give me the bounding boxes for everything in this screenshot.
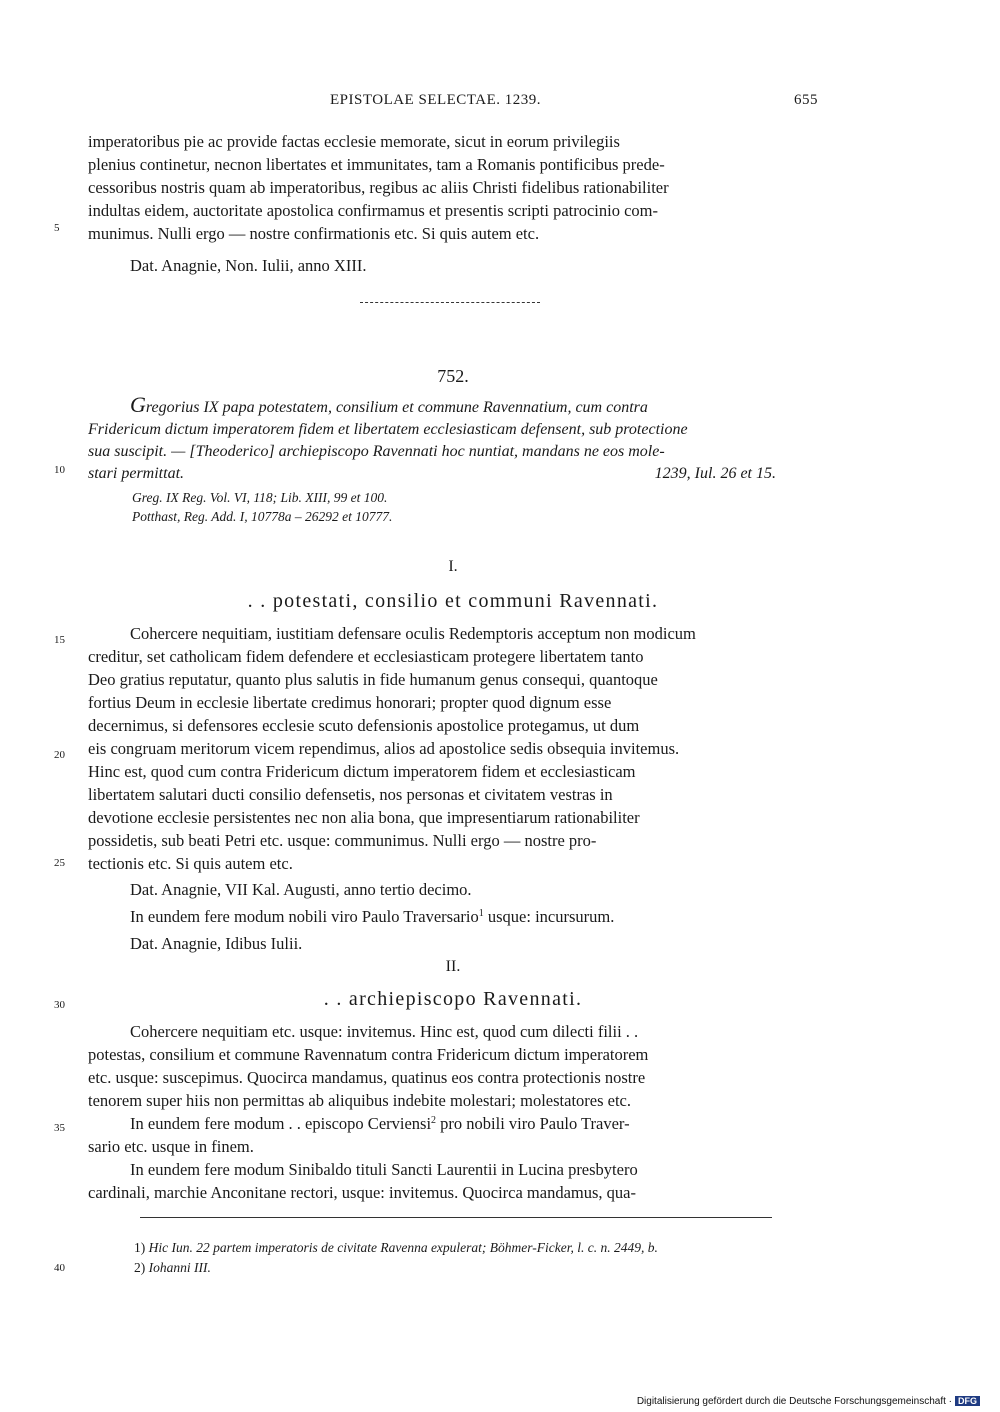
source-references: [132, 488, 818, 526]
text-line: sario etc. usque in finem.: [88, 1137, 254, 1156]
footnote-2: [134, 1258, 834, 1278]
running-header: [88, 92, 818, 114]
source-line: Potthast, Reg. Add. I, 10778a – 26292 et 10777.: [132, 509, 393, 524]
text-line: possidetis, sub beati Petri etc. usque: communimus. Nulli ergo — nostre pro-: [88, 831, 597, 850]
document-number: 752.: [437, 366, 469, 386]
summary-line: Fridericum dictum imperatorem fidem et libertatem ecclesiasticam defensent, sub protectione: [88, 421, 688, 438]
digitization-credit: [637, 1396, 980, 1407]
summary-initial: G: [130, 392, 146, 417]
text-line: cessoribus nostris quam ab imperatoribus, regibus ac aliis Christi fidelibus rationabiliter: [88, 178, 669, 197]
intro-paragraph: [88, 130, 818, 245]
section-numeral-1: I.: [448, 558, 458, 575]
line-number: 20: [54, 749, 65, 761]
source-line: Greg. IX Reg. Vol. VI, 118; Lib. XIII, 99 et 100.: [132, 490, 388, 505]
section-numeral-2: II.: [445, 958, 461, 975]
text-line: tectionis etc. Si quis autem etc.: [88, 854, 293, 873]
modum-rest: usque: incursurum.: [487, 907, 615, 926]
summary-line: regorius IX papa potestatem, consilium et commune Ravennatium, cum contra: [145, 399, 648, 416]
footnote-rule: [140, 1217, 772, 1218]
footnote-ref-2[interactable]: 2: [431, 1115, 437, 1126]
text-line: munimus. Nulli ergo — nostre confirmationis etc. Si quis autem etc.: [88, 224, 540, 243]
dat-line: Dat. Anagnie, VII Kal. Augusti, anno tertio decimo.: [130, 880, 472, 899]
text-line: fortius Deum in ecclesie libertate credimus honorari; propter quod dignum esse: [88, 693, 612, 712]
line-number: 40: [54, 1262, 65, 1274]
text-line: libertatem salutari ducti consilio defensetis, nos personas et civitatem vestras in: [88, 785, 613, 804]
text-line: eis congruam meritorum vicem rependimus, alios ad apostolice sedis obsequia invitemus.: [88, 739, 680, 758]
section-divider: [360, 302, 540, 303]
page-number: 655: [794, 92, 818, 108]
section2-body: [88, 1020, 818, 1204]
text-line: decernimus, si defensores ecclesie scuto defensionis apostolice protegamus, ut dum: [88, 716, 640, 735]
text-line: Cohercere nequitiam etc. usque: invitemus. Hinc est, quod cum dilecti filii . .: [130, 1022, 639, 1041]
section1-body: [88, 622, 818, 875]
para2-first: In eundem fere modum . . episcopo Cerviensi: [130, 1114, 432, 1133]
footnote-mark: 1): [134, 1240, 146, 1255]
text-line: devotione ecclesie persistentes nec non alia bona, que impresentiarum rationabiliter: [88, 808, 640, 827]
para2-rest: pro nobili viro Paulo Traver-: [440, 1114, 630, 1133]
modum-text: In eundem fere modum nobili viro Paulo Traversario: [130, 907, 479, 926]
line-number: 15: [54, 634, 65, 646]
line-number: 30: [54, 999, 65, 1011]
footnote-text: Iohanni III.: [148, 1260, 211, 1275]
text-line: tenorem super hiis non permittas ab aliquibus indebite molestari; molestatores etc.: [88, 1091, 631, 1110]
dat-line: Dat. Anagnie, Non. Iulii, anno XIII.: [130, 256, 367, 275]
text-line: indultas eidem, auctoritate apostolica confirmamus et presentis scripti patrocinio com-: [88, 201, 658, 220]
footnote-mark: 2): [134, 1260, 146, 1275]
footnote-ref-1[interactable]: 1: [478, 908, 484, 919]
section1-closing: [88, 878, 860, 955]
line-number: 35: [54, 1122, 65, 1134]
section-heading-1: . . potestati, consilio et communi Ravennati.: [247, 590, 659, 612]
intro-dat: [88, 254, 860, 277]
text-line: creditur, set catholicam fidem defendere et ecclesiasticam protegere libertatem tanto: [88, 647, 644, 666]
text-line: Hinc est, quod cum contra Fridericum dictum imperatorem fidem et ecclesiasticam: [88, 762, 636, 781]
dfg-logo: DFG: [955, 1396, 980, 1406]
credit-text: Digitalisierung gefördert durch die Deutsche Forschungsgemeinschaft ·: [636, 1396, 952, 1407]
modum-line: [130, 905, 860, 928]
summary-line: stari permittat.: [88, 465, 185, 482]
text-line: Deo gratius reputatur, quanto plus salutis in fide humanum genus consequi, quantoque: [88, 670, 658, 689]
line-number: 25: [54, 857, 65, 869]
text-line: potestas, consilium et commune Ravennatum contra Fridericum dictum imperatorem: [88, 1045, 649, 1064]
dat-line: Dat. Anagnie, Idibus Iulii.: [130, 934, 303, 953]
line-number: 5: [54, 222, 60, 234]
text-line: Cohercere nequitiam, iustitiam defensare oculis Redemptoris acceptum non modicum: [130, 624, 696, 643]
summary-date: 1239, Iul. 26 et 15.: [654, 465, 776, 482]
section-heading-2: . . archiepiscopo Ravennati.: [323, 988, 583, 1010]
footnote-text: Hic Iun. 22 partem imperatoris de civitate Ravenna expulerat; Böhmer-Ficker, l. c. n. 2449, b.: [148, 1240, 658, 1255]
document-summary: [88, 394, 818, 485]
text-line: [88, 1112, 818, 1135]
text-line: etc. usque: suscepimus. Quocirca mandamus, quatinus eos contra protectionis nostre: [88, 1068, 646, 1087]
line-number: 10: [54, 464, 65, 476]
text-line: In eundem fere modum Sinibaldo tituli Sancti Laurentii in Lucina presbytero: [130, 1160, 638, 1179]
summary-line: sua suscipit. — [Theoderico] archiepiscopo Ravennati hoc nuntiat, mandans ne eos mole-: [88, 443, 665, 460]
footnote-1: [134, 1238, 834, 1258]
text-line: plenius continetur, necnon libertates et immunitates, tam a Romanis pontificibus prede-: [88, 155, 665, 174]
running-title: EPISTOLAE SELECTAE. 1239.: [330, 92, 542, 108]
text-line: cardinali, marchie Anconitane rectori, usque: invitemus. Quocirca mandamus, qua-: [88, 1183, 636, 1202]
text-line: imperatoribus pie ac provide factas ecclesie memorate, sicut in eorum privilegiis: [88, 132, 620, 151]
footnotes: [134, 1238, 834, 1278]
